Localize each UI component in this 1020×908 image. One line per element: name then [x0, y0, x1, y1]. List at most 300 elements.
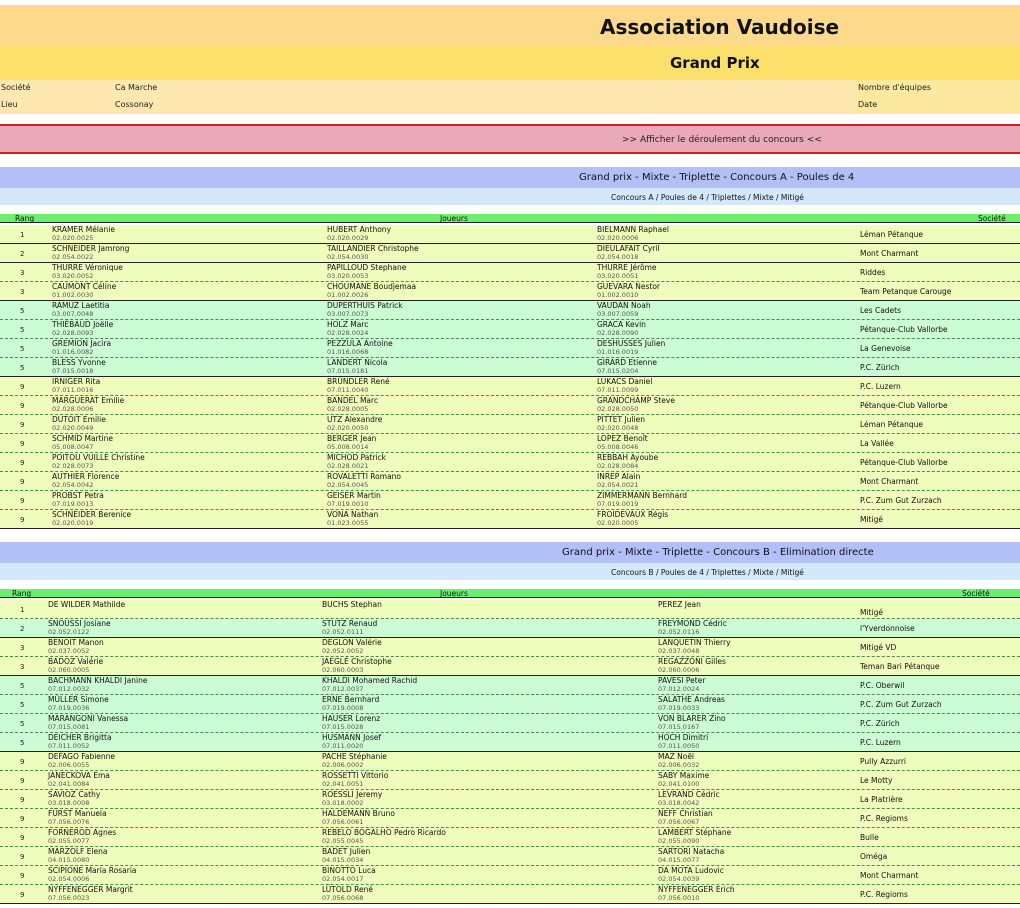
player-name[interactable]: LÜTOLD René [322, 885, 373, 894]
player-name[interactable]: DEFAGO Fabienne [48, 752, 116, 761]
license-number: 07.019.0008 [322, 704, 364, 712]
license-number: 01.016.0082 [52, 348, 94, 356]
license-number: 07.056.0010 [658, 894, 700, 902]
header-players: Joueurs [440, 214, 468, 223]
license-number: 02.054.0045 [327, 481, 369, 489]
rank-cell: 5 [20, 307, 25, 315]
table-row [0, 396, 1020, 415]
rank-cell: 9 [20, 383, 25, 391]
player-name[interactable]: SCHMID Martine [52, 434, 114, 443]
table-row [0, 790, 1020, 809]
license-number: 02.054.0042 [52, 481, 94, 489]
player-name[interactable]: BIELMANN Raphael [597, 225, 669, 234]
player-name[interactable]: JANECKOVA Ema [48, 771, 110, 780]
player-name[interactable]: REGAZZONI Gilles [658, 657, 726, 666]
player-name[interactable]: NYFFENEGGER Erich [658, 885, 735, 894]
license-number: 03.007.0059 [597, 310, 639, 318]
player-name[interactable]: INREP Alain [597, 472, 641, 481]
player-name[interactable]: NEFF Christian [658, 809, 713, 818]
player-name[interactable]: HOCH Dimitri [658, 733, 709, 742]
license-number: 02.020.0048 [597, 424, 639, 432]
rank-cell: 9 [20, 891, 25, 899]
club-cell[interactable]: P.C. Zürich [860, 719, 900, 728]
table-row [0, 752, 1020, 771]
license-number: 07.019.0019 [597, 500, 639, 508]
table-row [0, 510, 1020, 529]
player-name[interactable]: ROVALETTI Romano [327, 472, 402, 481]
rank-cell: 1 [20, 606, 25, 614]
player-name[interactable]: STUTZ Renaud [322, 619, 378, 628]
player-name[interactable]: JAEGLÉ Christophe [322, 657, 392, 666]
license-number: 07.015.0018 [52, 367, 94, 375]
license-number: 03.007.0073 [327, 310, 369, 318]
section-title: Grand prix - Mixte - Triplette - Concours A - Poules de 4 [579, 172, 855, 183]
club-cell[interactable]: Mitigé VD [860, 643, 897, 652]
rank-cell: 5 [20, 326, 25, 334]
license-number: 02.028.0073 [52, 462, 94, 470]
player-name[interactable]: DESHUSSES Julien [597, 339, 666, 348]
player-name[interactable]: BENOIT Manon [48, 638, 104, 647]
club-cell[interactable]: P.C. Luzern [860, 382, 901, 391]
table-row [0, 676, 1020, 695]
club-cell[interactable]: P.C. Zürich [860, 363, 900, 372]
club-cell[interactable]: P.C. Luzern [860, 738, 901, 747]
player-name[interactable]: GUEVARA Nestor [597, 282, 660, 291]
player-name[interactable]: CHOUMANE Boudjemaa [327, 282, 417, 291]
table-header [0, 589, 1020, 598]
license-number: 03.018.0042 [658, 799, 700, 807]
table-row [0, 657, 1020, 676]
club-cell[interactable]: Mont Charmant [860, 249, 919, 258]
player-name[interactable]: GEISER Martin [327, 491, 381, 500]
show-progress-link[interactable] [0, 124, 1020, 154]
license-number: 02.006.0055 [48, 761, 90, 769]
license-number: 02.028.0093 [52, 329, 94, 337]
player-name[interactable]: SCHNEIDER Berenice [52, 510, 132, 519]
player-name[interactable]: GRACA Kevin [597, 320, 646, 329]
rank-cell: 3 [20, 288, 25, 296]
license-number: 02.054.0022 [52, 253, 94, 261]
societe-label: Société [1, 83, 31, 92]
table-row [0, 619, 1020, 638]
license-number: 03.007.0048 [52, 310, 94, 318]
page-subtitle: Grand Prix [670, 54, 760, 72]
rank-cell: 9 [20, 834, 25, 842]
rank-cell: 5 [20, 739, 25, 747]
player-name[interactable]: LEVRAND Cédric [658, 790, 720, 799]
license-number: 03.018.0002 [322, 799, 364, 807]
license-number: 07.015.0081 [48, 723, 90, 731]
rank-cell: 1 [20, 231, 25, 239]
player-name[interactable]: SCHNEIDER Jamrong [52, 244, 130, 253]
license-number: 02.006.0002 [322, 761, 364, 769]
club-cell[interactable]: Pétanque-Club Vallorbe [860, 325, 948, 334]
rank-cell: 9 [20, 758, 25, 766]
header-players: Joueurs [440, 589, 468, 598]
rank-cell: 9 [20, 440, 25, 448]
player-name[interactable]: HOLZ Marc [327, 320, 369, 329]
player-name[interactable]: ZIMMERMANN Bernhard [597, 491, 687, 500]
header-club: Société [962, 589, 990, 598]
license-number: 01.002.0026 [327, 291, 369, 299]
club-cell[interactable]: P.C. Regioms [860, 890, 908, 899]
player-name[interactable]: BADET Julien [322, 847, 371, 856]
player-name[interactable]: BINOTTO Luca [322, 866, 376, 875]
license-number: 02.028.0084 [597, 462, 639, 470]
license-number: 02.060.0003 [322, 666, 364, 674]
license-number: 02.020.0019 [52, 519, 94, 527]
club-cell[interactable]: P.C. Zum Gut Zurzach [860, 496, 942, 505]
club-cell[interactable]: Pétanque-Club Vallorbe [860, 458, 948, 467]
license-number: 07.019.0036 [48, 704, 90, 712]
player-name[interactable]: SAVIOZ Cathy [48, 790, 101, 799]
club-cell[interactable]: Pétanque-Club Vallorbe [860, 401, 948, 410]
teams-label: Nombre d'équipes [858, 83, 932, 92]
rank-cell: 5 [20, 720, 25, 728]
player-name[interactable]: MAZ Noël [658, 752, 695, 761]
rank-cell: 2 [20, 625, 25, 633]
player-name[interactable]: ERNE Bernhard [322, 695, 380, 704]
license-number: 04.015.0034 [322, 856, 364, 864]
club-cell[interactable]: Le Motty [860, 776, 893, 785]
license-number: 07.019.0033 [658, 704, 700, 712]
license-number: 07.011.0040 [327, 386, 369, 394]
player-name[interactable]: DUPERTHUIS Patrick [327, 301, 403, 310]
player-name[interactable]: MICHOD Patrick [327, 453, 386, 462]
player-name[interactable]: AUTHIER Florence [52, 472, 120, 481]
license-number: 02.060.0005 [48, 666, 90, 674]
player-name[interactable]: PEREZ Jean [658, 600, 701, 609]
license-number: 02.028.0024 [327, 329, 369, 337]
table-row [0, 600, 1020, 619]
club-cell[interactable]: P.C. Zum Gut Zurzach [860, 700, 942, 709]
license-number: 07.015.0167 [658, 723, 700, 731]
license-number: 07.015.0028 [322, 723, 364, 731]
table-row [0, 301, 1020, 320]
rank-cell: 2 [20, 250, 25, 258]
club-cell[interactable]: Les Cadets [860, 306, 902, 315]
club-cell[interactable]: Oméga [860, 852, 888, 861]
rank-cell: 3 [20, 269, 25, 277]
player-name[interactable]: PITTET Julien [597, 415, 645, 424]
player-name[interactable]: BACHMANN KHALDI Janine [48, 676, 148, 685]
club-cell[interactable]: Team Petanque Carouge [860, 287, 952, 296]
player-name[interactable]: DEGLON Valérie [322, 638, 382, 647]
rank-cell: 9 [20, 777, 25, 785]
player-name[interactable]: PEZZULA Antoine [327, 339, 393, 348]
table-row [0, 225, 1020, 244]
license-number: 02.041.0084 [48, 780, 90, 788]
license-number: 05.008.0014 [327, 443, 369, 451]
license-number: 02.055.0090 [658, 837, 700, 845]
license-number: 07.011.0016 [52, 386, 94, 394]
player-name[interactable]: FORNEROD Agnes [48, 828, 117, 837]
date-label: Date [858, 100, 878, 109]
license-number: 02.041.0100 [658, 780, 700, 788]
rank-cell: 9 [20, 815, 25, 823]
club-cell[interactable]: P.C. Oberwil [860, 681, 905, 690]
player-name[interactable]: GIRARD Etienne [597, 358, 657, 367]
license-number: 01.023.0055 [327, 519, 369, 527]
player-name[interactable]: ROESSLI Jeremy [322, 790, 383, 799]
section-title-bar [0, 542, 1020, 563]
player-name[interactable]: BRÜNDLER René [327, 377, 390, 386]
table-row [0, 320, 1020, 339]
club-cell[interactable]: Riddes [860, 268, 886, 277]
license-number: 02.054.0039 [658, 875, 700, 883]
rank-cell: 9 [20, 402, 25, 410]
license-number: 01.002.0010 [597, 291, 639, 299]
player-name[interactable]: SALATHE Andreas [658, 695, 725, 704]
license-number: 04.015.0080 [48, 856, 90, 864]
rank-cell: 9 [20, 853, 25, 861]
page-title: Association Vaudoise [600, 15, 840, 39]
license-number: 07.019.0013 [52, 500, 94, 508]
license-number: 02.020.0050 [327, 424, 369, 432]
license-number: 07.011.0052 [48, 742, 90, 750]
license-number: 02.020.0006 [597, 234, 639, 242]
section-subtitle: Concours A / Poules de 4 / Triplettes / Mixte / Mitigé [611, 193, 804, 202]
license-number: 07.015.0181 [327, 367, 369, 375]
license-number: 07.012.0032 [48, 685, 90, 693]
player-name[interactable]: DUTOIT Emilie [52, 415, 106, 424]
license-number: 07.019.0010 [327, 500, 369, 508]
lieu-value: Cossonay [115, 100, 154, 109]
player-name[interactable]: KHALDI Mohamed Rachid [322, 676, 418, 685]
license-number: 02.054.0021 [597, 481, 639, 489]
player-name[interactable]: LAMBERT Stéphane [658, 828, 732, 837]
license-number: 07.056.0023 [48, 894, 90, 902]
player-name[interactable]: FÜRST Manuela [48, 809, 107, 818]
license-number: 02.006.0032 [658, 761, 700, 769]
player-name[interactable]: MARGUERAT Emilie [52, 396, 125, 405]
player-name[interactable]: PROBST Petra [52, 491, 104, 500]
table-row [0, 434, 1020, 453]
table-row [0, 339, 1020, 358]
header-rank: Rang [15, 214, 35, 223]
player-name[interactable]: SCIPIONE Maria Rosaria [48, 866, 137, 875]
societe-value: Ca Marche [115, 83, 158, 92]
player-name[interactable]: BLESS Yvonne [52, 358, 106, 367]
table-row [0, 453, 1020, 472]
player-name[interactable]: MÜLLER Simone [48, 695, 109, 704]
player-name[interactable]: REBELO BOGALHO Pedro Ricardo [322, 828, 446, 837]
player-name[interactable]: SNOUSSI Josiane [48, 619, 111, 628]
player-name[interactable]: DIEULAFAIT Cyril [597, 244, 660, 253]
license-number: 01.016.0068 [327, 348, 369, 356]
show-progress-label: >> Afficher le déroulement du concours << [622, 135, 822, 145]
club-cell[interactable]: Léman Pétanque [860, 230, 923, 239]
player-name[interactable]: VAUDAN Noah [597, 301, 651, 310]
club-cell[interactable]: l'Yverdonnoise [860, 624, 915, 633]
club-cell[interactable]: La Genevoise [860, 344, 911, 353]
player-name[interactable]: CAUMONT Céline [52, 282, 117, 291]
license-number: 07.056.0067 [658, 818, 700, 826]
player-name[interactable]: VONA Nathan [327, 510, 379, 519]
player-name[interactable]: SABY Maxime [658, 771, 710, 780]
section-title: Grand prix - Mixte - Triplette - Concours B - Elimination directe [562, 547, 874, 558]
club-cell[interactable]: Mont Charmant [860, 871, 919, 880]
rank-cell: 9 [20, 516, 25, 524]
table-row [0, 244, 1020, 263]
section-subtitle: Concours B / Poules de 4 / Triplettes / Mixte / Mitigé [611, 568, 804, 577]
license-number: 02.020.0005 [597, 519, 639, 527]
player-name[interactable]: PACHE Stéphanie [322, 752, 387, 761]
section-subtitle-bar [0, 563, 1020, 580]
rank-cell: 5 [20, 364, 25, 372]
license-number: 02.052.0122 [48, 628, 90, 636]
section-subtitle-bar [0, 188, 1020, 205]
license-number: 07.011.0099 [597, 386, 639, 394]
player-name[interactable]: KRAMER Mélanie [52, 225, 115, 234]
license-number: 02.037.0052 [48, 647, 90, 655]
player-name[interactable]: BERGER Jean [327, 434, 377, 443]
license-number: 02.055.0077 [48, 837, 90, 845]
club-cell[interactable]: Mont Charmant [860, 477, 919, 486]
license-number: 07.056.0061 [322, 818, 364, 826]
player-name[interactable]: GRANDCHAMP Steve [597, 396, 675, 405]
player-name[interactable]: RAMUZ Laetitia [52, 301, 110, 310]
rank-cell: 3 [20, 644, 25, 652]
player-name[interactable]: VON BLARER Zino [658, 714, 726, 723]
club-cell[interactable]: Bulle [860, 833, 879, 842]
player-name[interactable]: DA MOTA Ludovic [658, 866, 724, 875]
table-row [0, 491, 1020, 510]
license-number: 07.056.0068 [322, 894, 364, 902]
table-row [0, 885, 1020, 904]
player-name[interactable]: THIÉBAUD Joëlle [52, 320, 114, 329]
table-row [0, 714, 1020, 733]
table-row [0, 472, 1020, 491]
license-number: 02.028.0090 [597, 329, 639, 337]
rank-cell: 9 [20, 497, 25, 505]
player-name[interactable]: PAPILLOUD Stephane [327, 263, 407, 272]
info-panel [0, 80, 1020, 114]
player-name[interactable]: BANDEL Marc [327, 396, 379, 405]
rank-cell: 9 [20, 421, 25, 429]
license-number: 02.054.0017 [322, 875, 364, 883]
player-name[interactable]: FREYMOND Cédric [658, 619, 727, 628]
license-number: 02.028.0021 [327, 462, 369, 470]
license-number: 02.028.0006 [52, 405, 94, 413]
license-number: 02.041.0051 [322, 780, 364, 788]
player-name[interactable]: FROIDEVAUX Régis [597, 510, 669, 519]
rank-cell: 5 [20, 345, 25, 353]
club-cell[interactable]: La Platrière [860, 795, 903, 804]
license-number: 03.018.0008 [48, 799, 90, 807]
player-name[interactable]: DEICHER Brigitta [48, 733, 112, 742]
license-number: 07.012.0037 [322, 685, 364, 693]
license-number: 02.052.0052 [322, 647, 364, 655]
player-name[interactable]: LOPEZ Benoît [597, 434, 648, 443]
player-name[interactable]: IRNIGER Rita [52, 377, 101, 386]
player-name[interactable]: MARANGONI Vanessa [48, 714, 129, 723]
player-name[interactable]: SARTORI Natacha [658, 847, 725, 856]
rank-cell: 9 [20, 478, 25, 486]
player-name[interactable]: THURRE Véronique [52, 263, 123, 272]
table-row [0, 809, 1020, 828]
player-name[interactable]: LANDERT Nicola [327, 358, 388, 367]
license-number: 01.016.0019 [597, 348, 639, 356]
header-rank: Rang [12, 589, 32, 598]
header-club: Société [978, 214, 1006, 223]
table-row [0, 358, 1020, 377]
player-name[interactable]: DE WILDER Mathilde [48, 600, 126, 609]
player-name[interactable]: HALDEMANN Bruno [322, 809, 395, 818]
license-number: 05.008.0046 [597, 443, 639, 451]
license-number: 02.028.0050 [597, 405, 639, 413]
license-number: 05.008.0047 [52, 443, 94, 451]
license-number: 07.056.0076 [48, 818, 90, 826]
license-number: 02.052.0116 [658, 628, 700, 636]
table-row [0, 733, 1020, 752]
header-bar [0, 5, 1020, 46]
player-name[interactable]: THURRE Jérôme [597, 263, 657, 272]
rank-cell: 5 [20, 682, 25, 690]
license-number: 07.011.0020 [322, 742, 364, 750]
club-cell[interactable]: Teman Bari Pétanque [860, 662, 940, 671]
player-name[interactable]: HUBERT Anthony [327, 225, 392, 234]
rank-cell: 3 [20, 663, 25, 671]
player-name[interactable]: LANQUETIN Thierry [658, 638, 731, 647]
player-name[interactable]: ROSSETTI Vittorio [322, 771, 389, 780]
player-name[interactable]: HAUSER Lorenz [322, 714, 381, 723]
table-row [0, 263, 1020, 282]
club-cell[interactable]: P.C. Regioms [860, 814, 908, 823]
license-number: 02.054.0006 [48, 875, 90, 883]
rank-cell: 9 [20, 459, 25, 467]
player-name[interactable]: BUCHS Stephan [322, 600, 382, 609]
license-number: 03.020.0052 [52, 272, 94, 280]
license-number: 02.020.0025 [52, 234, 94, 242]
license-number: 02.060.0006 [658, 666, 700, 674]
club-cell[interactable]: Pully Azzurri [860, 757, 907, 766]
license-number: 07.011.0050 [658, 742, 700, 750]
table-header [0, 214, 1020, 223]
license-number: 02.020.0049 [52, 424, 94, 432]
table-row [0, 828, 1020, 847]
license-number: 02.037.0048 [658, 647, 700, 655]
lieu-label: Lieu [1, 100, 18, 109]
table-row [0, 771, 1020, 790]
player-name[interactable]: LUKACS Daniel [597, 377, 653, 386]
table-row [0, 695, 1020, 714]
license-number: 02.028.0005 [327, 405, 369, 413]
player-name[interactable]: TAILLANDIER Christophe [327, 244, 419, 253]
table-row [0, 638, 1020, 657]
player-name[interactable]: HUSMANN Josef [322, 733, 382, 742]
club-cell[interactable]: Mitigé [860, 608, 883, 617]
player-name[interactable]: REBBAH Ayoube [597, 453, 659, 462]
player-name[interactable]: GREMION Jacira [52, 339, 112, 348]
rank-cell: 5 [20, 701, 25, 709]
license-number: 02.054.0030 [327, 253, 369, 261]
club-cell[interactable]: Mitigé [860, 515, 883, 524]
rank-cell: 9 [20, 872, 25, 880]
player-name[interactable]: NYFFENEGGER Margrit [48, 885, 133, 894]
player-name[interactable]: BADOZ Valérie [48, 657, 104, 666]
table-row [0, 866, 1020, 885]
section-title-bar [0, 167, 1020, 188]
rank-cell: 9 [20, 796, 25, 804]
club-cell[interactable]: La Vallée [860, 439, 894, 448]
player-name[interactable]: UTZ Alexandre [327, 415, 383, 424]
player-name[interactable]: MARZOLF Elena [48, 847, 108, 856]
license-number: 07.015.0204 [597, 367, 639, 375]
club-cell[interactable]: Léman Pétanque [860, 420, 923, 429]
player-name[interactable]: PAVESI Peter [658, 676, 706, 685]
player-name[interactable]: POITOU VUILLE Christine [52, 453, 145, 462]
